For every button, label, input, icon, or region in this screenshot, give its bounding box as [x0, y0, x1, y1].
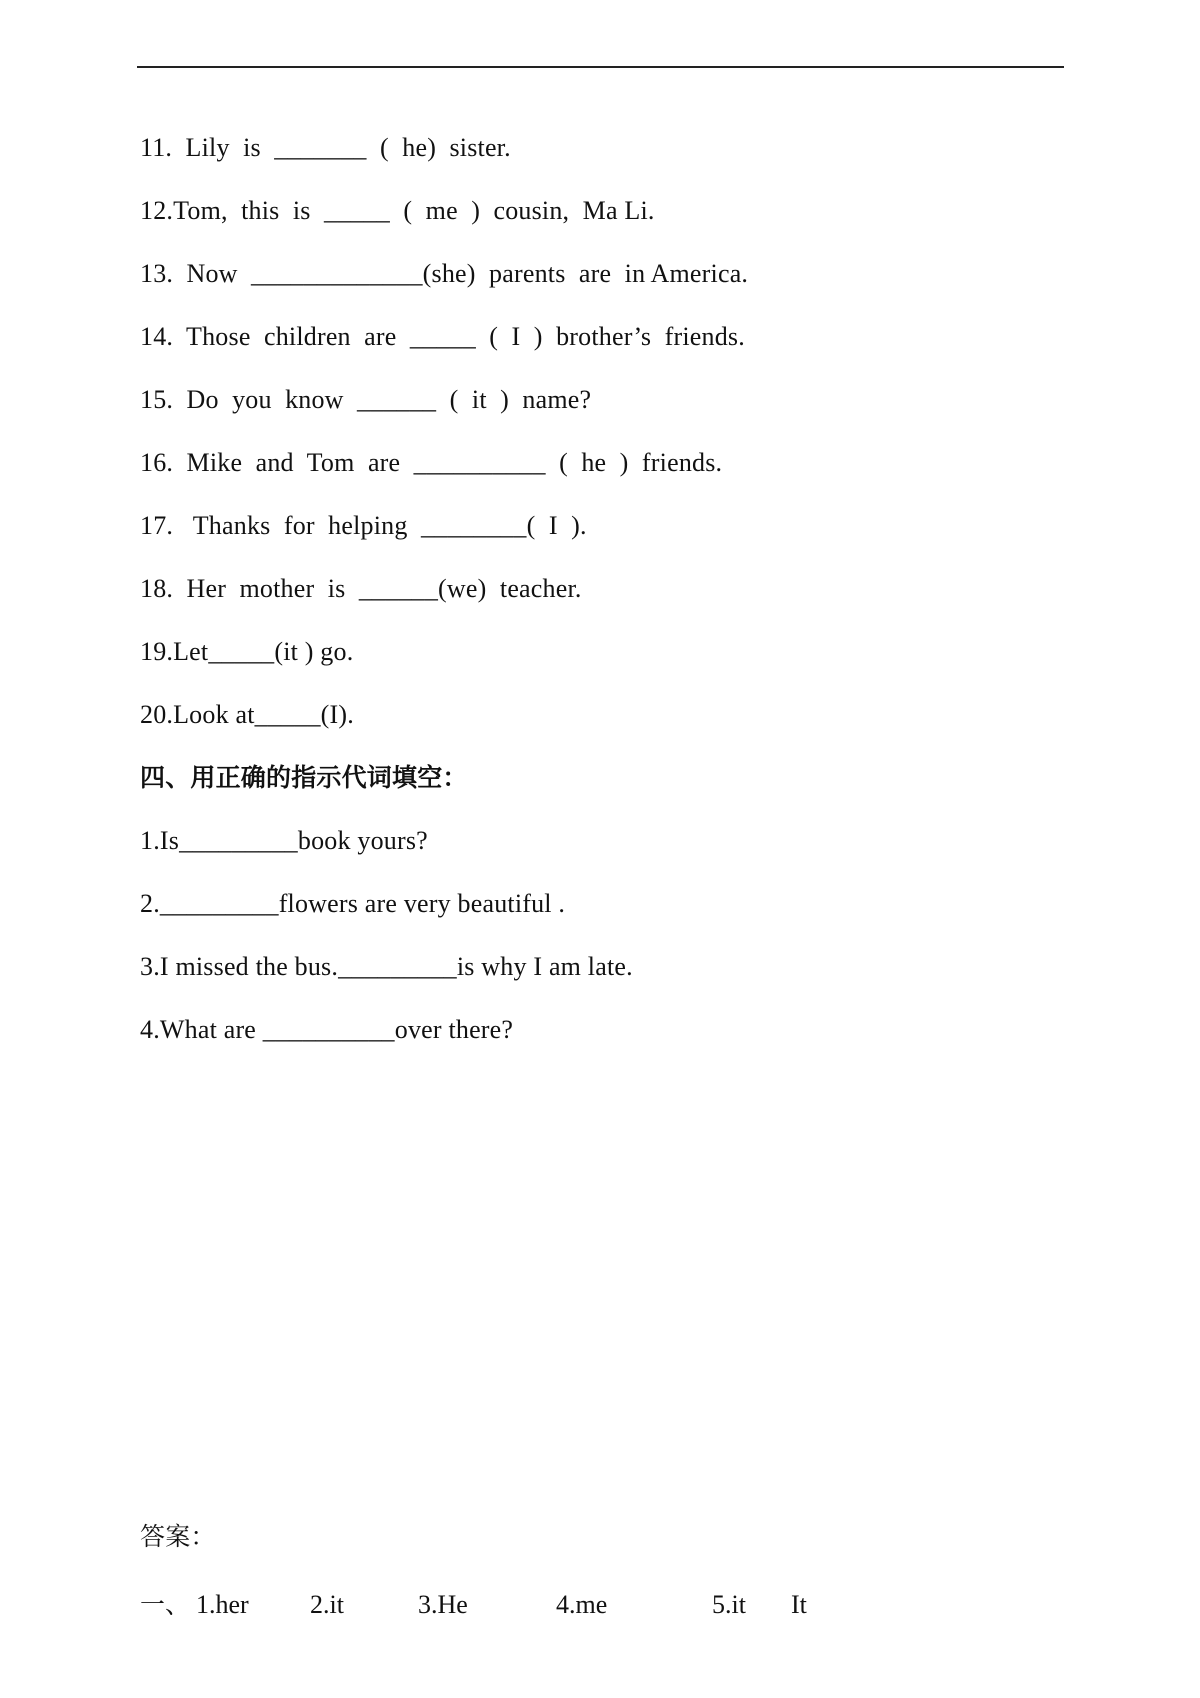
exercise-item-14: 14. Those children are _____ ( I ) brother’s friends.	[140, 322, 745, 351]
answer-item: 2.it	[310, 1590, 344, 1619]
header-rule	[137, 66, 1064, 68]
exercise-item-13: 13. Now _____________(she) parents are in America.	[140, 259, 749, 288]
section-four-heading: 四、用正确的指示代词填空：	[140, 763, 468, 792]
section-four-item-4: 4.What are __________over there?	[140, 1015, 514, 1044]
answer-item: It	[791, 1590, 807, 1619]
section-four-item-2: 2._________flowers are very beautiful .	[140, 889, 566, 918]
exercise-item-16: 16. Mike and Tom are __________ ( he ) friends.	[140, 448, 723, 477]
exercise-item-15: 15. Do you know ______ ( it ) name?	[140, 385, 592, 414]
answers-row	[140, 1590, 900, 1622]
section-four-item-3: 3.I missed the bus._________is why I am late.	[140, 952, 633, 981]
exercise-item-19: 19.Let_____(it ) go.	[140, 637, 354, 666]
exercise-item-20: 20.Look at_____(I).	[140, 700, 354, 729]
exercise-item-18: 18. Her mother is ______(we) teacher.	[140, 574, 582, 603]
answer-item: 1.her	[196, 1590, 249, 1619]
answers-section-label: 一、	[140, 1590, 191, 1619]
exercise-item-12: 12.Tom, this is _____ ( me ) cousin, Ma Li.	[140, 196, 655, 225]
answer-item: 4.me	[556, 1590, 608, 1619]
section-four-item-1: 1.Is_________book yours?	[140, 826, 428, 855]
answer-item: 5.it	[712, 1590, 746, 1619]
answers-title: 答案：	[140, 1522, 216, 1551]
answer-item: 3.He	[418, 1590, 468, 1619]
exercise-item-11: 11. Lily is _______ ( he) sister.	[140, 133, 511, 162]
exercise-item-17: 17. Thanks for helping ________( I ).	[140, 511, 587, 540]
